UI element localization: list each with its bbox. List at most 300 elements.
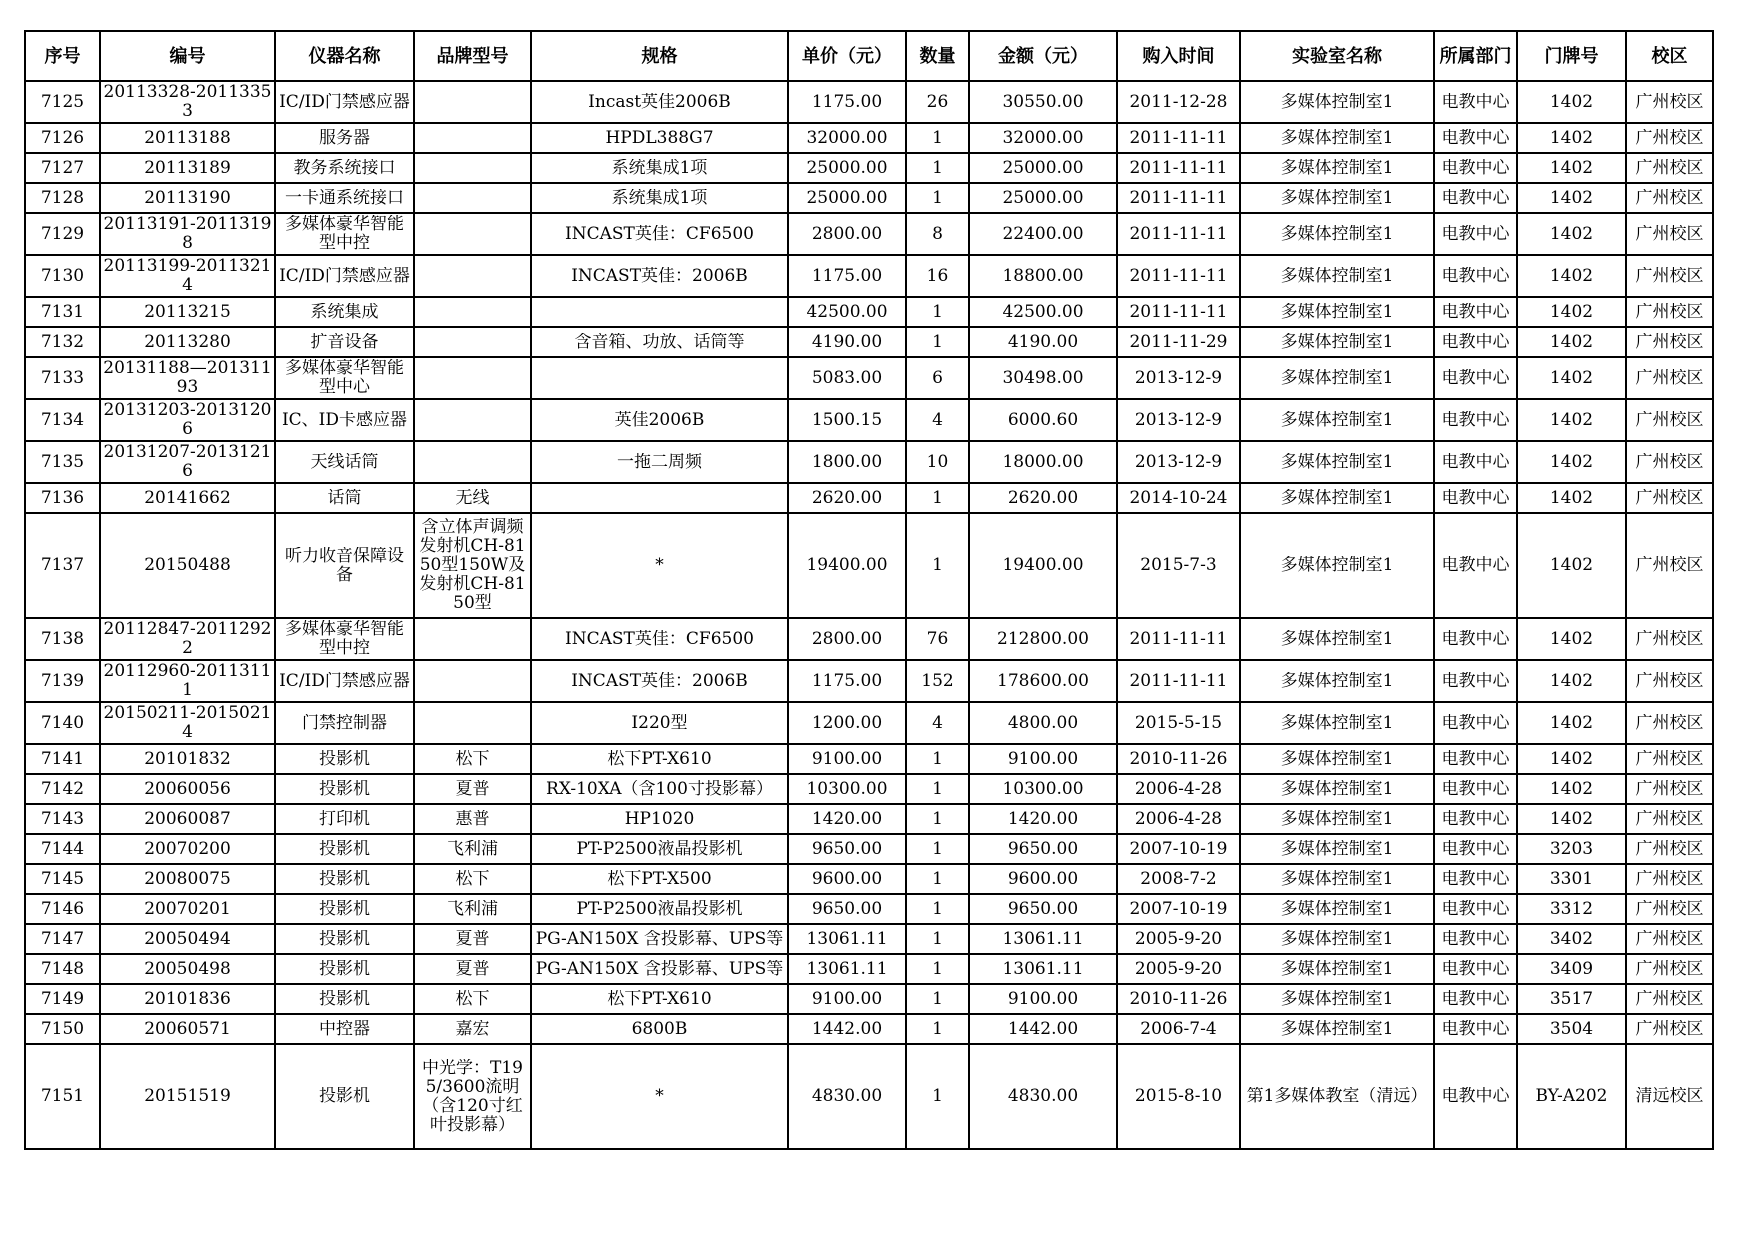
instrument-name-cell (275, 399, 414, 441)
unit-price-text: 2800.00 (811, 629, 883, 649)
room-number-cell (1517, 864, 1626, 894)
brand-model-text: 中光学：T195/3600流明（含120寸红叶投影幕） (422, 1058, 523, 1135)
code-text: 20112960-20113111 (103, 662, 272, 700)
spec-cell (531, 984, 788, 1014)
amount-cell (969, 804, 1117, 834)
instrument-name-cell (275, 483, 414, 513)
purchase-date-text: 2006-4-28 (1134, 809, 1223, 829)
brand-model-cell (414, 804, 531, 834)
spec-cell (531, 1044, 788, 1149)
purchase-date-cell (1117, 984, 1240, 1014)
quantity-text: 1 (932, 1019, 943, 1039)
quantity-cell (906, 183, 969, 213)
campus-cell (1626, 924, 1713, 954)
campus-text: 广州校区 (1635, 629, 1704, 649)
code-cell (100, 513, 275, 618)
header-cell: 数量 (906, 31, 969, 81)
spec-text: HPDL388G7 (605, 128, 714, 148)
unit-price-text: 9100.00 (811, 749, 883, 769)
instrument-name-cell (275, 924, 414, 954)
serial-text: 7142 (40, 779, 85, 799)
amount-text: 1442.00 (1007, 1019, 1079, 1039)
department-text: 电教中心 (1441, 989, 1510, 1009)
quantity-text: 16 (926, 266, 949, 286)
quantity-text: 1 (932, 929, 943, 949)
code-text: 20113280 (144, 332, 231, 352)
campus-cell (1626, 894, 1713, 924)
quantity-text: 1 (932, 899, 943, 919)
instrument-name-cell (275, 954, 414, 984)
lab-name-text: 多媒体控制室1 (1280, 671, 1394, 691)
room-number-text: 3301 (1549, 869, 1594, 889)
quantity-cell (906, 774, 969, 804)
campus-cell (1626, 618, 1713, 660)
campus-cell (1626, 744, 1713, 774)
instrument-name-text: 投影机 (319, 899, 370, 919)
code-text: 20101836 (144, 989, 231, 1009)
campus-cell (1626, 183, 1713, 213)
spec-text: HP1020 (624, 809, 695, 829)
amount-text: 2620.00 (1007, 488, 1079, 508)
unit-price-cell (788, 183, 906, 213)
serial-text: 7129 (40, 224, 85, 244)
unit-price-text: 42500.00 (806, 302, 888, 322)
unit-price-cell (788, 954, 906, 984)
lab-name-text: 多媒体控制室1 (1280, 989, 1394, 1009)
serial-cell (25, 483, 100, 513)
brand-model-cell (414, 924, 531, 954)
quantity-cell (906, 984, 969, 1014)
unit-price-cell (788, 1014, 906, 1044)
serial-cell (25, 357, 100, 399)
serial-cell (25, 297, 100, 327)
serial-cell (25, 804, 100, 834)
room-number-text: 3504 (1549, 1019, 1594, 1039)
lab-name-text: 多媒体控制室1 (1280, 929, 1394, 949)
lab-name-cell (1240, 702, 1434, 744)
lab-name-text: 多媒体控制室1 (1280, 188, 1394, 208)
campus-text: 广州校区 (1635, 1019, 1704, 1039)
unit-price-cell (788, 984, 906, 1014)
spec-text: RX-10XA（含100寸投影幕） (546, 779, 773, 799)
instrument-name-cell (275, 123, 414, 153)
purchase-date-text: 2011-11-11 (1129, 266, 1228, 286)
amount-text: 30550.00 (1002, 92, 1084, 112)
instrument-name-text: 天线话筒 (310, 452, 379, 472)
code-cell (100, 183, 275, 213)
table-row (25, 357, 1713, 399)
unit-price-cell (788, 618, 906, 660)
quantity-cell (906, 153, 969, 183)
department-cell (1434, 297, 1517, 327)
department-text: 电教中心 (1441, 1019, 1510, 1039)
header-cell: 金额（元） (969, 31, 1117, 81)
brand-model-cell (414, 357, 531, 399)
spec-cell (531, 297, 788, 327)
brand-model-text: 飞利浦 (447, 899, 498, 919)
unit-price-text: 32000.00 (806, 128, 888, 148)
purchase-date-text: 2015-5-15 (1134, 713, 1223, 733)
amount-cell (969, 702, 1117, 744)
campus-text: 广州校区 (1635, 899, 1704, 919)
code-text: 20080075 (144, 869, 231, 889)
department-text: 电教中心 (1441, 332, 1510, 352)
department-cell (1434, 894, 1517, 924)
spec-text: PT-P2500液晶投影机 (576, 839, 743, 859)
room-number-cell (1517, 618, 1626, 660)
campus-cell (1626, 399, 1713, 441)
department-cell (1434, 1044, 1517, 1149)
purchase-date-cell (1117, 864, 1240, 894)
table-row (25, 81, 1713, 123)
lab-name-cell (1240, 744, 1434, 774)
code-text: 20131188—20131193 (103, 359, 272, 397)
department-cell (1434, 399, 1517, 441)
purchase-date-text: 2013-12-9 (1134, 452, 1223, 472)
lab-name-text: 多媒体控制室1 (1280, 1019, 1394, 1039)
spec-text: 含音箱、功放、话筒等 (574, 332, 745, 352)
purchase-date-text: 2011-11-11 (1129, 671, 1228, 691)
unit-price-text: 2800.00 (811, 224, 883, 244)
purchase-date-cell (1117, 660, 1240, 702)
purchase-date-cell (1117, 483, 1240, 513)
room-number-text: 1402 (1549, 713, 1594, 733)
unit-price-cell (788, 123, 906, 153)
unit-price-text: 1175.00 (811, 266, 883, 286)
purchase-date-cell (1117, 702, 1240, 744)
code-text: 20050494 (144, 929, 231, 949)
code-text: 20113190 (144, 188, 231, 208)
room-number-cell (1517, 744, 1626, 774)
campus-text: 广州校区 (1635, 368, 1704, 388)
room-number-cell (1517, 660, 1626, 702)
lab-name-cell (1240, 894, 1434, 924)
instrument-name-text: 投影机 (319, 1087, 370, 1106)
instrument-name-text: 服务器 (319, 128, 370, 148)
quantity-text: 1 (932, 556, 943, 575)
department-cell (1434, 804, 1517, 834)
campus-cell (1626, 984, 1713, 1014)
spec-cell (531, 183, 788, 213)
spec-cell (531, 357, 788, 399)
purchase-date-text: 2005-9-20 (1134, 959, 1223, 979)
campus-cell (1626, 441, 1713, 483)
lab-name-cell (1240, 441, 1434, 483)
lab-name-text: 多媒体控制室1 (1280, 869, 1394, 889)
quantity-text: 1 (932, 1087, 943, 1106)
campus-cell (1626, 153, 1713, 183)
campus-cell (1626, 327, 1713, 357)
unit-price-cell (788, 255, 906, 297)
serial-text: 7140 (40, 713, 85, 733)
quantity-text: 152 (921, 671, 954, 691)
lab-name-cell (1240, 81, 1434, 123)
campus-text: 广州校区 (1635, 224, 1704, 244)
amount-text: 18800.00 (1002, 266, 1084, 286)
serial-text: 7131 (40, 302, 85, 322)
quantity-cell (906, 255, 969, 297)
lab-name-text: 多媒体控制室1 (1280, 332, 1394, 352)
brand-model-cell (414, 123, 531, 153)
instrument-name-cell (275, 255, 414, 297)
unit-price-text: 19400.00 (806, 556, 888, 575)
serial-text: 7136 (40, 488, 85, 508)
unit-price-text: 25000.00 (806, 188, 888, 208)
amount-cell (969, 954, 1117, 984)
department-text: 电教中心 (1441, 266, 1510, 286)
lab-name-cell (1240, 924, 1434, 954)
spec-text: 一拖二周频 (617, 452, 702, 472)
quantity-cell (906, 864, 969, 894)
spec-cell (531, 399, 788, 441)
equipment-sheet (24, 30, 1714, 1150)
amount-cell (969, 1014, 1117, 1044)
amount-cell (969, 399, 1117, 441)
purchase-date-text: 2007-10-19 (1129, 839, 1228, 859)
spec-cell (531, 744, 788, 774)
campus-cell (1626, 255, 1713, 297)
amount-cell (969, 441, 1117, 483)
lab-name-cell (1240, 804, 1434, 834)
room-number-cell (1517, 1014, 1626, 1044)
room-number-text: 1402 (1549, 188, 1594, 208)
serial-cell (25, 660, 100, 702)
campus-cell (1626, 774, 1713, 804)
header-cell: 购入时间 (1117, 31, 1240, 81)
serial-text: 7125 (40, 92, 85, 112)
unit-price-cell (788, 153, 906, 183)
lab-name-text: 多媒体控制室1 (1280, 224, 1394, 244)
department-cell (1434, 327, 1517, 357)
unit-price-cell (788, 399, 906, 441)
spec-cell (531, 774, 788, 804)
quantity-cell (906, 702, 969, 744)
room-number-cell (1517, 327, 1626, 357)
room-number-text: 3409 (1549, 959, 1594, 979)
serial-text: 7145 (40, 869, 85, 889)
campus-text: 广州校区 (1635, 713, 1704, 733)
lab-name-text: 多媒体控制室1 (1280, 92, 1394, 112)
room-number-text: 1402 (1549, 452, 1594, 472)
instrument-name-text: 投影机 (319, 839, 370, 859)
code-text: 20060571 (144, 1019, 231, 1039)
spec-text: INCAST英佳：2006B (571, 671, 748, 691)
room-number-cell (1517, 774, 1626, 804)
amount-text: 4830.00 (1007, 1087, 1079, 1106)
amount-cell (969, 984, 1117, 1014)
amount-text: 9600.00 (1007, 869, 1079, 889)
serial-cell (25, 834, 100, 864)
serial-text: 7133 (40, 368, 85, 388)
brand-model-text: 无线 (455, 488, 490, 508)
code-text: 20151519 (144, 1087, 231, 1106)
quantity-cell (906, 483, 969, 513)
brand-model-text: 夏普 (455, 929, 490, 949)
room-number-text: 3312 (1549, 899, 1594, 919)
quantity-cell (906, 1044, 969, 1149)
purchase-date-cell (1117, 327, 1240, 357)
serial-cell (25, 744, 100, 774)
room-number-text: 1402 (1549, 749, 1594, 769)
purchase-date-cell (1117, 618, 1240, 660)
campus-text: 广州校区 (1635, 188, 1704, 208)
serial-cell (25, 327, 100, 357)
department-text: 电教中心 (1441, 1087, 1510, 1106)
department-cell (1434, 924, 1517, 954)
serial-text: 7128 (40, 188, 85, 208)
amount-cell (969, 327, 1117, 357)
quantity-text: 1 (932, 188, 943, 208)
department-cell (1434, 618, 1517, 660)
instrument-name-text: 话筒 (327, 488, 362, 508)
room-number-text: 1402 (1549, 266, 1594, 286)
unit-price-text: 10300.00 (806, 779, 888, 799)
amount-cell (969, 183, 1117, 213)
code-cell (100, 864, 275, 894)
serial-cell (25, 864, 100, 894)
department-cell (1434, 183, 1517, 213)
campus-cell (1626, 483, 1713, 513)
code-text: 20131207-20131216 (103, 443, 272, 481)
quantity-cell (906, 834, 969, 864)
amount-text: 9650.00 (1007, 839, 1079, 859)
header-row (25, 31, 1713, 81)
instrument-name-text: 教务系统接口 (293, 158, 396, 178)
table-row (25, 297, 1713, 327)
lab-name-text: 多媒体控制室1 (1280, 158, 1394, 178)
header-cell: 实验室名称 (1240, 31, 1434, 81)
spec-text: * (655, 556, 664, 575)
room-number-text: 1402 (1549, 779, 1594, 799)
purchase-date-cell (1117, 894, 1240, 924)
code-text: 20113188 (144, 128, 231, 148)
code-cell (100, 1044, 275, 1149)
brand-model-cell (414, 441, 531, 483)
spec-cell (531, 441, 788, 483)
code-text: 20150211-20150214 (103, 704, 272, 742)
code-cell (100, 804, 275, 834)
amount-text: 212800.00 (997, 629, 1089, 649)
purchase-date-text: 2006-4-28 (1134, 779, 1223, 799)
amount-cell (969, 123, 1117, 153)
department-text: 电教中心 (1441, 809, 1510, 829)
lab-name-text: 多媒体控制室1 (1280, 959, 1394, 979)
campus-cell (1626, 297, 1713, 327)
department-cell (1434, 81, 1517, 123)
department-cell (1434, 774, 1517, 804)
room-number-text: 1402 (1549, 92, 1594, 112)
instrument-name-cell (275, 864, 414, 894)
purchase-date-text: 2011-11-11 (1129, 128, 1228, 148)
code-cell (100, 327, 275, 357)
serial-text: 7132 (40, 332, 85, 352)
lab-name-cell (1240, 357, 1434, 399)
room-number-text: 1402 (1549, 128, 1594, 148)
brand-model-cell (414, 81, 531, 123)
code-cell (100, 357, 275, 399)
lab-name-text: 多媒体控制室1 (1280, 839, 1394, 859)
department-text: 电教中心 (1441, 92, 1510, 112)
purchase-date-text: 2005-9-20 (1134, 929, 1223, 949)
amount-text: 19400.00 (1002, 556, 1084, 575)
campus-text: 广州校区 (1635, 839, 1704, 859)
department-text: 电教中心 (1441, 629, 1510, 649)
unit-price-text: 9650.00 (811, 839, 883, 859)
department-cell (1434, 984, 1517, 1014)
header-cell: 编号 (100, 31, 275, 81)
unit-price-text: 1800.00 (811, 452, 883, 472)
campus-text: 广州校区 (1635, 332, 1704, 352)
spec-cell (531, 513, 788, 618)
unit-price-cell (788, 924, 906, 954)
brand-model-cell (414, 399, 531, 441)
instrument-name-text: IC、ID卡感应器 (281, 410, 408, 430)
campus-text: 广州校区 (1635, 671, 1704, 691)
unit-price-cell (788, 357, 906, 399)
table-row (25, 660, 1713, 702)
purchase-date-cell (1117, 255, 1240, 297)
purchase-date-cell (1117, 774, 1240, 804)
code-cell (100, 441, 275, 483)
brand-model-text: 惠普 (455, 809, 490, 829)
room-number-cell (1517, 441, 1626, 483)
serial-cell (25, 1044, 100, 1149)
room-number-cell (1517, 513, 1626, 618)
spec-cell (531, 894, 788, 924)
instrument-name-cell (275, 1014, 414, 1044)
quantity-cell (906, 660, 969, 702)
quantity-cell (906, 744, 969, 774)
department-cell (1434, 441, 1517, 483)
table-row (25, 804, 1713, 834)
department-cell (1434, 660, 1517, 702)
campus-cell (1626, 1014, 1713, 1044)
purchase-date-cell (1117, 804, 1240, 834)
amount-text: 9650.00 (1007, 899, 1079, 919)
quantity-text: 4 (932, 713, 943, 733)
serial-text: 7138 (40, 629, 85, 649)
brand-model-cell (414, 774, 531, 804)
code-cell (100, 255, 275, 297)
room-number-cell (1517, 894, 1626, 924)
purchase-date-cell (1117, 123, 1240, 153)
quantity-text: 1 (932, 332, 943, 352)
room-number-cell (1517, 213, 1626, 255)
quantity-text: 1 (932, 989, 943, 1009)
code-cell (100, 153, 275, 183)
department-cell (1434, 744, 1517, 774)
table-row (25, 441, 1713, 483)
amount-text: 25000.00 (1002, 158, 1084, 178)
serial-text: 7144 (40, 839, 85, 859)
campus-text: 广州校区 (1635, 959, 1704, 979)
instrument-name-cell (275, 153, 414, 183)
code-cell (100, 297, 275, 327)
lab-name-cell (1240, 255, 1434, 297)
lab-name-text: 多媒体控制室1 (1280, 266, 1394, 286)
spec-cell (531, 804, 788, 834)
purchase-date-cell (1117, 1014, 1240, 1044)
lab-name-text: 多媒体控制室1 (1280, 488, 1394, 508)
unit-price-text: 1175.00 (811, 671, 883, 691)
quantity-cell (906, 357, 969, 399)
spec-text: Incast英佳2006B (588, 92, 731, 112)
table-row (25, 513, 1713, 618)
unit-price-text: 13061.11 (806, 929, 888, 949)
table-row (25, 618, 1713, 660)
amount-text: 42500.00 (1002, 302, 1084, 322)
room-number-cell (1517, 183, 1626, 213)
